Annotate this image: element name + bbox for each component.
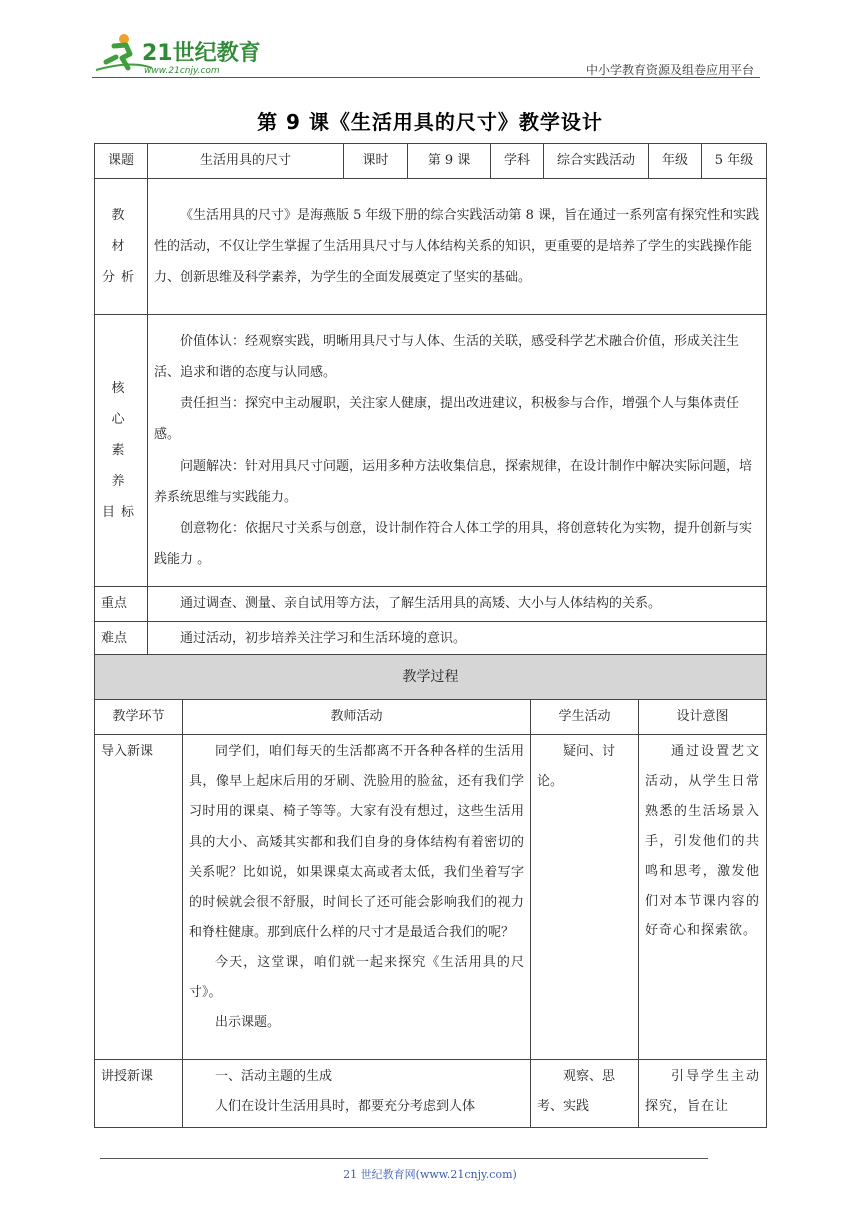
lesson-info-table	[94, 143, 767, 657]
logo-text: 21世纪教育	[142, 41, 261, 66]
analysis-text-cell	[148, 179, 767, 315]
analysis-label-line2: 分析	[101, 270, 140, 286]
process-heading-row	[95, 655, 767, 700]
document-title: 第 9 课《生活用具的尺寸》教学设计	[257, 110, 603, 134]
runner-logo-icon	[92, 30, 262, 78]
design-intent-cell	[639, 1060, 767, 1128]
topic-value: 生活用具的尺寸	[148, 144, 344, 179]
teacher-activity-cell	[183, 735, 531, 1060]
difficulty-row	[95, 622, 767, 657]
core-goal-problem-solving: 问题解决：针对用具尺寸问题，运用多种方法收集信息，探索规律，在设计制作中解决实际问题，培养系统思维与实践能力。	[154, 458, 753, 505]
page-header	[92, 30, 760, 78]
core-label-line1: 核 心	[111, 380, 131, 427]
period-value: 第 9 课	[408, 144, 491, 179]
design-intent-text: 引导学生主动探究，旨在让	[645, 1069, 760, 1114]
core-row	[95, 315, 767, 587]
design-intent-text: 通过设置艺文活动，从学生日常熟悉的生活场景入手，引发他们的共鸣和思考，激发他们对本节课内容的好奇心和探索欲。	[645, 744, 760, 939]
teaching-process-table	[94, 654, 767, 1128]
col-intent: 设计意图	[639, 700, 767, 735]
teacher-paragraph: 一、活动主题的生成	[215, 1069, 333, 1085]
core-goal-responsibility: 责任担当：探究中主动履职，关注家人健康，提出改进建议，积极参与合作，增强个人与集体责任感。	[154, 396, 740, 443]
student-activity-text: 观察、思考、实践	[537, 1069, 616, 1114]
grade-value: 5 年级	[702, 144, 767, 179]
student-activity-cell	[531, 1060, 639, 1128]
difficulty-text: 通过活动，初步培养关注学习和生活环境的意识。	[148, 622, 767, 657]
teacher-paragraph: 出示课题。	[215, 1015, 281, 1031]
stage-cell: 导入新课	[95, 735, 183, 1060]
core-goal-creativity: 创意物化：依据尺寸关系与创意，设计制作符合人体工学的用具，将创意转化为实物，提升创新与实践能力 。	[154, 520, 753, 568]
topic-label: 课题	[95, 144, 148, 179]
process-row-intro	[95, 735, 767, 1060]
header-divider	[92, 77, 760, 78]
core-goals-cell	[148, 315, 767, 587]
platform-name: 中小学教育资源及组卷应用平台	[585, 63, 754, 77]
col-stage: 教学环节	[95, 700, 183, 735]
process-columns-row	[95, 700, 767, 735]
logo	[92, 30, 262, 78]
key-point-label: 重点	[95, 587, 148, 622]
analysis-text: 《生活用具的尺寸》是海燕版 5 年级下册的综合实践活动第 8 课，旨在通过一系列富有探究性和实践性的活动，不仅让学生掌握了生活用具尺寸与人体结构关系的知识，更重要的是培养了学生的实践操作能力、创新思维及科学素养，为学生的全面发展奠定了坚实的基础。	[154, 207, 760, 286]
core-goal-value: 价值体认：经观察实践，明晰用具尺寸与人体、生活的关联，感受科学艺术融合价值，形成关注生活、追求和谐的态度与认同感。	[154, 333, 740, 380]
difficulty-label: 难点	[95, 622, 148, 657]
key-point-row	[95, 587, 767, 622]
core-label	[95, 315, 148, 587]
subject-value: 综合实践活动	[544, 144, 649, 179]
core-label-line2: 素 养	[111, 442, 131, 490]
design-intent-cell	[639, 735, 767, 1060]
col-student: 学生活动	[531, 700, 639, 735]
stage-cell: 讲授新课	[95, 1060, 183, 1128]
teacher-paragraph: 人们在设计生活用具时，都要充分考虑到人体	[215, 1099, 476, 1115]
footer-divider	[100, 1158, 708, 1159]
subject-label: 学科	[491, 144, 544, 179]
analysis-row	[95, 179, 767, 315]
student-activity-cell	[531, 735, 639, 1060]
col-teacher: 教师活动	[183, 700, 531, 735]
student-activity-text: 疑问、讨论。	[537, 744, 616, 789]
analysis-label	[95, 179, 148, 315]
analysis-label-line1: 教 材	[111, 207, 131, 254]
grade-label: 年级	[649, 144, 702, 179]
footer-text[interactable]: 21 世纪教育网(www.21cnjy.com)	[343, 1168, 517, 1181]
period-label: 课时	[344, 144, 408, 179]
logo-url: www.21cnjy.com	[144, 66, 220, 76]
teacher-paragraph: 同学们，咱们每天的生活都离不开各种各样的生活用具，像早上起床后用的牙刷、洗脸用的脸盆，还有我们学习时用的课桌、椅子等等。大家有没有想过，这些生活用具的大小、高矮其实都和我们自身的身体结构有着密切的关系呢？比如说，如果课桌太高或者太低，我们坐着写字的时候就会很不舒服，时间长了还可能会影响我们的视力和脊柱健康。那到底什么样的尺寸才是最适合我们的呢？	[189, 744, 524, 941]
key-point-text: 通过调查、测量、亲自试用等方法，了解生活用具的高矮、大小与人体结构的关系。	[148, 587, 767, 622]
teacher-paragraph: 今天，这堂课，咱们就一起来探究《生活用具的尺寸》。	[189, 955, 524, 1001]
process-heading: 教学过程	[95, 655, 767, 700]
info-row	[95, 144, 767, 179]
core-label-line3: 目标	[101, 505, 140, 521]
process-row-new-lesson	[95, 1060, 767, 1128]
teacher-activity-cell	[183, 1060, 531, 1128]
